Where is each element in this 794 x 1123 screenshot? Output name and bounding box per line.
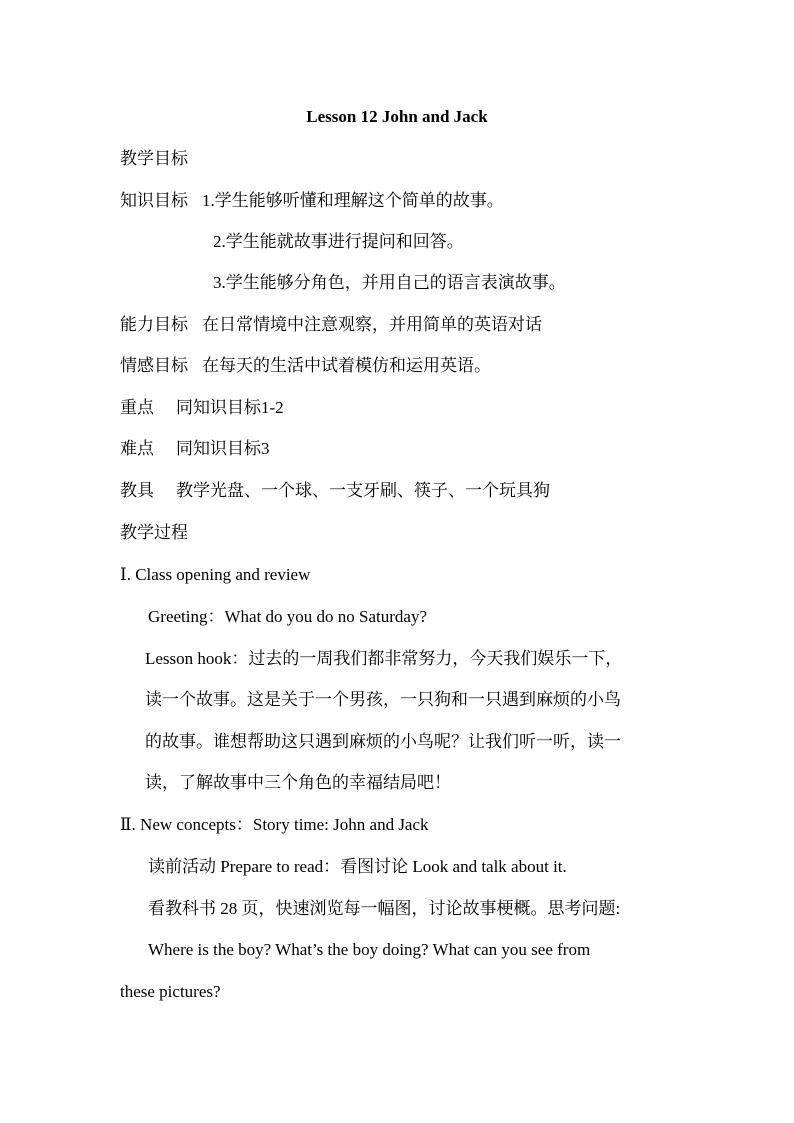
lesson-title: Lesson 12 John and Jack <box>306 107 488 126</box>
emotion-goal-text: 在每天的生活中试着模仿和运用英语。 <box>202 356 491 375</box>
teaching-aids-row <box>120 481 550 501</box>
ability-goal-text: 在日常情境中注意观察，并用简单的英语对话 <box>202 315 542 334</box>
difficulties-row <box>120 439 270 459</box>
knowledge-goal-item-2: 2.学生能就故事进行提问和回答。 <box>213 232 464 251</box>
lesson-hook-line-4: 读，了解故事中三个角色的幸福结局吧！ <box>145 773 451 792</box>
knowledge-goal-item-1: 1.学生能够听懂和理解这个简单的故事。 <box>202 191 504 210</box>
question-line-2: these pictures? <box>120 982 221 1001</box>
greeting-line: Greeting：What do you do no Saturday? <box>148 607 428 626</box>
ability-goal-label: 能力目标 <box>120 315 188 334</box>
key-points-row <box>120 398 284 418</box>
emotion-goal-row <box>120 356 491 376</box>
emotion-goal-label: 情感目标 <box>120 356 188 375</box>
teaching-process-heading: 教学过程 <box>120 523 188 542</box>
teaching-aids-text: 教学光盘、一个球、一支牙刷、筷子、一个玩具狗 <box>176 481 550 500</box>
key-points-text: 同知识目标1-2 <box>176 398 284 417</box>
lesson-hook-line-1: Lesson hook：过去的一周我们都非常努力，今天我们娱乐一下， <box>145 649 623 668</box>
knowledge-goal-label: 知识目标 <box>120 191 188 210</box>
question-line-1: Where is the boy? What’s the boy doing? What can you see from <box>148 940 591 959</box>
instruction-line: 看教科书 28 页，快速浏览每一幅图，讨论故事梗概。思考问题: <box>148 899 621 918</box>
section-2-heading: Ⅱ. New concepts：Story time: John and Jack <box>120 815 429 834</box>
prepare-to-read-line: 读前活动 Prepare to read：看图讨论 Look and talk about it. <box>148 857 567 876</box>
section-1-heading: Ⅰ. Class opening and review <box>120 565 311 584</box>
teaching-goals-heading: 教学目标 <box>120 149 188 168</box>
lesson-hook-line-3: 的故事。谁想帮助这只遇到麻烦的小鸟呢？让我们听一听，读一 <box>145 732 621 751</box>
difficulties-label: 难点 <box>120 439 154 458</box>
teaching-aids-label: 教具 <box>120 481 154 500</box>
knowledge-goal-row <box>120 191 504 211</box>
key-points-label: 重点 <box>120 398 154 417</box>
ability-goal-row <box>120 315 542 335</box>
difficulties-text: 同知识目标3 <box>176 439 270 458</box>
lesson-hook-line-2: 读一个故事。这是关于一个男孩，一只狗和一只遇到麻烦的小鸟 <box>145 690 621 709</box>
knowledge-goal-item-3: 3.学生能够分角色，并用自己的语言表演故事。 <box>213 273 566 292</box>
